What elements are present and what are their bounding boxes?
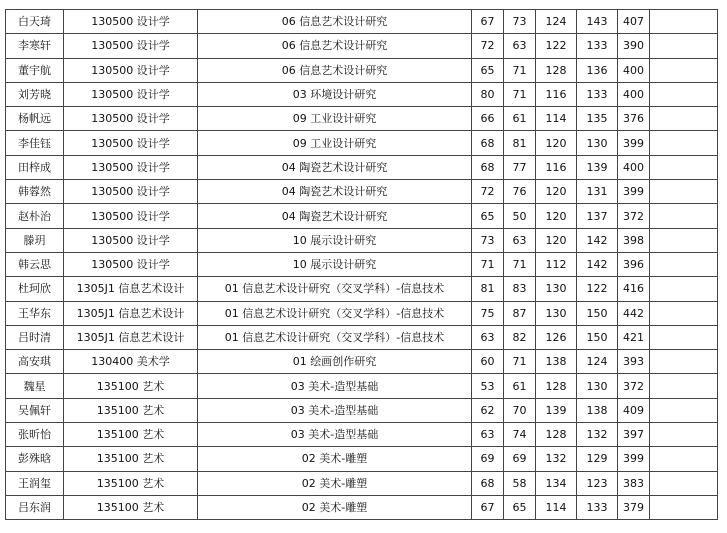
cell-direction: 01 信息艺术设计研究（交叉学科）-信息技术 — [198, 277, 472, 301]
table-row — [6, 228, 718, 252]
cell-score-1: 68 — [472, 471, 504, 495]
cell-empty — [650, 82, 718, 106]
cell-score-2: 83 — [504, 277, 536, 301]
table-row — [6, 374, 718, 398]
cell-score-3: 128 — [536, 423, 577, 447]
cell-name: 吴佩轩 — [6, 398, 64, 422]
cell-total: 390 — [618, 34, 650, 58]
cell-score-2: 63 — [504, 228, 536, 252]
cell-score-1: 53 — [472, 374, 504, 398]
cell-score-4: 133 — [577, 34, 618, 58]
cell-name: 滕玥 — [6, 228, 64, 252]
table-row — [6, 82, 718, 106]
cell-score-4: 122 — [577, 277, 618, 301]
cell-score-3: 126 — [536, 325, 577, 349]
cell-major: 135100 艺术 — [64, 374, 198, 398]
cell-direction: 01 绘画创作研究 — [198, 350, 472, 374]
cell-score-2: 87 — [504, 301, 536, 325]
cell-name: 魏星 — [6, 374, 64, 398]
cell-empty — [650, 155, 718, 179]
cell-score-1: 69 — [472, 447, 504, 471]
table-row — [6, 471, 718, 495]
cell-name: 王华东 — [6, 301, 64, 325]
cell-major: 130500 设计学 — [64, 228, 198, 252]
cell-name: 赵朴治 — [6, 204, 64, 228]
cell-major: 130500 设计学 — [64, 82, 198, 106]
cell-total: 442 — [618, 301, 650, 325]
cell-score-3: 139 — [536, 398, 577, 422]
cell-score-4: 142 — [577, 252, 618, 276]
cell-major: 135100 艺术 — [64, 398, 198, 422]
cell-name: 董宇航 — [6, 58, 64, 82]
cell-total: 399 — [618, 131, 650, 155]
cell-name: 李佳钰 — [6, 131, 64, 155]
cell-score-4: 139 — [577, 155, 618, 179]
cell-score-4: 143 — [577, 10, 618, 34]
table-row — [6, 423, 718, 447]
cell-name: 张昕怡 — [6, 423, 64, 447]
cell-score-1: 66 — [472, 107, 504, 131]
cell-direction: 09 工业设计研究 — [198, 131, 472, 155]
cell-score-2: 71 — [504, 58, 536, 82]
cell-direction: 09 工业设计研究 — [198, 107, 472, 131]
cell-score-4: 124 — [577, 350, 618, 374]
cell-total: 372 — [618, 204, 650, 228]
cell-score-3: 116 — [536, 155, 577, 179]
cell-empty — [650, 252, 718, 276]
cell-name: 彭殊晗 — [6, 447, 64, 471]
cell-score-4: 137 — [577, 204, 618, 228]
cell-score-4: 123 — [577, 471, 618, 495]
cell-empty — [650, 447, 718, 471]
cell-name: 田梓成 — [6, 155, 64, 179]
table-row — [6, 131, 718, 155]
cell-empty — [650, 471, 718, 495]
table-row — [6, 10, 718, 34]
cell-direction: 06 信息艺术设计研究 — [198, 10, 472, 34]
cell-score-2: 76 — [504, 180, 536, 204]
cell-score-1: 65 — [472, 58, 504, 82]
cell-score-1: 73 — [472, 228, 504, 252]
cell-empty — [650, 350, 718, 374]
cell-total: 376 — [618, 107, 650, 131]
cell-empty — [650, 277, 718, 301]
cell-empty — [650, 325, 718, 349]
cell-score-3: 134 — [536, 471, 577, 495]
cell-empty — [650, 10, 718, 34]
cell-major: 1305J1 信息艺术设计 — [64, 277, 198, 301]
cell-score-3: 124 — [536, 10, 577, 34]
cell-score-2: 61 — [504, 374, 536, 398]
cell-empty — [650, 107, 718, 131]
cell-score-2: 69 — [504, 447, 536, 471]
score-table-body — [6, 10, 718, 520]
cell-total: 407 — [618, 10, 650, 34]
cell-direction: 03 美术-造型基础 — [198, 374, 472, 398]
cell-major: 130500 设计学 — [64, 155, 198, 179]
cell-score-3: 130 — [536, 301, 577, 325]
cell-score-4: 142 — [577, 228, 618, 252]
cell-score-2: 63 — [504, 34, 536, 58]
cell-major: 130500 设计学 — [64, 204, 198, 228]
cell-score-2: 61 — [504, 107, 536, 131]
cell-score-2: 58 — [504, 471, 536, 495]
cell-score-3: 112 — [536, 252, 577, 276]
cell-score-4: 135 — [577, 107, 618, 131]
cell-direction: 03 美术-造型基础 — [198, 398, 472, 422]
cell-score-1: 72 — [472, 180, 504, 204]
cell-score-1: 81 — [472, 277, 504, 301]
cell-score-3: 128 — [536, 374, 577, 398]
cell-score-2: 74 — [504, 423, 536, 447]
cell-total: 379 — [618, 495, 650, 519]
table-row — [6, 34, 718, 58]
cell-direction: 10 展示设计研究 — [198, 252, 472, 276]
cell-total: 393 — [618, 350, 650, 374]
cell-name: 韩云思 — [6, 252, 64, 276]
cell-direction: 04 陶瓷艺术设计研究 — [198, 180, 472, 204]
cell-score-2: 71 — [504, 252, 536, 276]
cell-score-1: 68 — [472, 131, 504, 155]
cell-name: 韩蓉然 — [6, 180, 64, 204]
cell-empty — [650, 34, 718, 58]
cell-score-4: 150 — [577, 325, 618, 349]
cell-total: 421 — [618, 325, 650, 349]
cell-name: 王润玺 — [6, 471, 64, 495]
cell-total: 400 — [618, 58, 650, 82]
cell-score-4: 138 — [577, 398, 618, 422]
cell-empty — [650, 228, 718, 252]
cell-score-2: 81 — [504, 131, 536, 155]
cell-score-4: 150 — [577, 301, 618, 325]
cell-score-3: 120 — [536, 228, 577, 252]
cell-score-3: 132 — [536, 447, 577, 471]
cell-name: 吕时清 — [6, 325, 64, 349]
cell-major: 130500 设计学 — [64, 10, 198, 34]
cell-score-3: 116 — [536, 82, 577, 106]
table-row — [6, 204, 718, 228]
cell-score-3: 138 — [536, 350, 577, 374]
cell-direction: 04 陶瓷艺术设计研究 — [198, 155, 472, 179]
cell-empty — [650, 131, 718, 155]
cell-major: 130500 设计学 — [64, 252, 198, 276]
cell-score-4: 133 — [577, 495, 618, 519]
table-row — [6, 301, 718, 325]
cell-empty — [650, 495, 718, 519]
cell-score-1: 65 — [472, 204, 504, 228]
cell-major: 130500 设计学 — [64, 180, 198, 204]
cell-direction: 02 美术-雕塑 — [198, 495, 472, 519]
cell-score-1: 75 — [472, 301, 504, 325]
cell-major: 130400 美术学 — [64, 350, 198, 374]
cell-score-4: 130 — [577, 374, 618, 398]
cell-major: 130500 设计学 — [64, 34, 198, 58]
cell-score-2: 71 — [504, 350, 536, 374]
cell-total: 397 — [618, 423, 650, 447]
table-row — [6, 495, 718, 519]
cell-empty — [650, 180, 718, 204]
cell-empty — [650, 423, 718, 447]
cell-score-1: 71 — [472, 252, 504, 276]
cell-score-2: 70 — [504, 398, 536, 422]
cell-score-1: 67 — [472, 10, 504, 34]
cell-name: 杜珂欣 — [6, 277, 64, 301]
cell-score-3: 128 — [536, 58, 577, 82]
cell-score-3: 122 — [536, 34, 577, 58]
cell-score-2: 50 — [504, 204, 536, 228]
cell-major: 130500 设计学 — [64, 58, 198, 82]
cell-direction: 04 陶瓷艺术设计研究 — [198, 204, 472, 228]
cell-empty — [650, 374, 718, 398]
cell-major: 1305J1 信息艺术设计 — [64, 325, 198, 349]
cell-total: 409 — [618, 398, 650, 422]
cell-empty — [650, 398, 718, 422]
cell-direction: 02 美术-雕塑 — [198, 447, 472, 471]
cell-name: 刘芳晓 — [6, 82, 64, 106]
cell-total: 400 — [618, 155, 650, 179]
table-row — [6, 58, 718, 82]
cell-major: 135100 艺术 — [64, 495, 198, 519]
cell-score-4: 129 — [577, 447, 618, 471]
cell-major: 135100 艺术 — [64, 471, 198, 495]
table-row — [6, 277, 718, 301]
cell-total: 372 — [618, 374, 650, 398]
score-table — [5, 9, 718, 520]
cell-score-1: 68 — [472, 155, 504, 179]
cell-empty — [650, 58, 718, 82]
cell-major: 1305J1 信息艺术设计 — [64, 301, 198, 325]
cell-name: 白天琦 — [6, 10, 64, 34]
table-row — [6, 252, 718, 276]
table-row — [6, 398, 718, 422]
table-row — [6, 447, 718, 471]
cell-score-4: 130 — [577, 131, 618, 155]
cell-total: 396 — [618, 252, 650, 276]
cell-score-2: 77 — [504, 155, 536, 179]
cell-major: 130500 设计学 — [64, 131, 198, 155]
cell-score-2: 65 — [504, 495, 536, 519]
table-row — [6, 325, 718, 349]
cell-score-2: 73 — [504, 10, 536, 34]
cell-score-1: 60 — [472, 350, 504, 374]
cell-total: 399 — [618, 447, 650, 471]
cell-total: 400 — [618, 82, 650, 106]
cell-score-4: 133 — [577, 82, 618, 106]
cell-score-3: 130 — [536, 277, 577, 301]
cell-name: 吕东润 — [6, 495, 64, 519]
table-row — [6, 180, 718, 204]
cell-total: 416 — [618, 277, 650, 301]
cell-score-1: 63 — [472, 325, 504, 349]
cell-score-1: 72 — [472, 34, 504, 58]
cell-total: 398 — [618, 228, 650, 252]
cell-score-4: 132 — [577, 423, 618, 447]
cell-score-4: 131 — [577, 180, 618, 204]
cell-score-3: 120 — [536, 180, 577, 204]
cell-score-1: 67 — [472, 495, 504, 519]
cell-direction: 01 信息艺术设计研究（交叉学科）-信息技术 — [198, 325, 472, 349]
cell-direction: 06 信息艺术设计研究 — [198, 58, 472, 82]
cell-score-1: 80 — [472, 82, 504, 106]
cell-direction: 10 展示设计研究 — [198, 228, 472, 252]
cell-name: 李寒轩 — [6, 34, 64, 58]
cell-score-3: 114 — [536, 495, 577, 519]
cell-empty — [650, 301, 718, 325]
cell-score-1: 62 — [472, 398, 504, 422]
cell-major: 135100 艺术 — [64, 423, 198, 447]
cell-total: 383 — [618, 471, 650, 495]
table-row — [6, 107, 718, 131]
cell-direction: 02 美术-雕塑 — [198, 471, 472, 495]
cell-score-1: 63 — [472, 423, 504, 447]
cell-direction: 06 信息艺术设计研究 — [198, 34, 472, 58]
cell-name: 杨帆远 — [6, 107, 64, 131]
cell-total: 399 — [618, 180, 650, 204]
cell-score-2: 71 — [504, 82, 536, 106]
cell-name: 高安琪 — [6, 350, 64, 374]
cell-major: 135100 艺术 — [64, 447, 198, 471]
cell-major: 130500 设计学 — [64, 107, 198, 131]
cell-score-3: 120 — [536, 131, 577, 155]
cell-direction: 03 环境设计研究 — [198, 82, 472, 106]
cell-score-4: 136 — [577, 58, 618, 82]
table-row — [6, 350, 718, 374]
table-row — [6, 155, 718, 179]
cell-score-3: 114 — [536, 107, 577, 131]
cell-direction: 01 信息艺术设计研究（交叉学科）-信息技术 — [198, 301, 472, 325]
cell-score-3: 120 — [536, 204, 577, 228]
cell-score-2: 82 — [504, 325, 536, 349]
cell-direction: 03 美术-造型基础 — [198, 423, 472, 447]
cell-empty — [650, 204, 718, 228]
